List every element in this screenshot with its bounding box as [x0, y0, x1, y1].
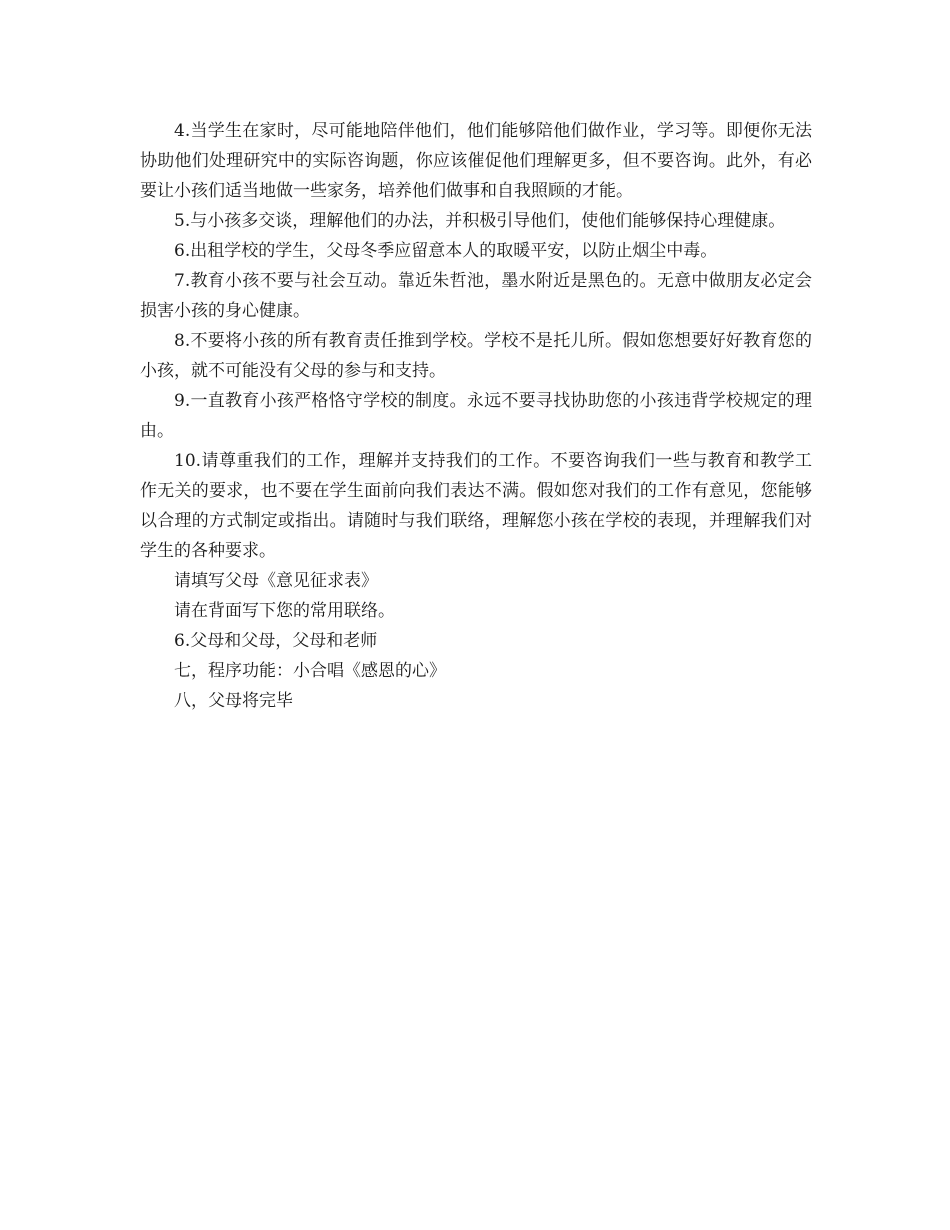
- paragraph-item-10: 10.请尊重我们的工作，理解并支持我们的工作。不要咨询我们一些与教育和教学工作无关的要求，也不要在学生面前向我们表达不满。假如您对我们的工作有意见，您能够以合理的方式制定或指出。请随时与我们联络，理解您小孩在学校的表现，并理解我们对学生的各种要求。: [140, 451, 812, 561]
- paragraph-item-4: 4.当学生在家时，尽可能地陪伴他们，他们能够陪他们做作业，学习等。即便你无法协助他们处理研究中的实际咨询题，你应该催促他们理解更多，但不要咨询。此外，有必要让小孩们适当地做一些家务，培养他们做事和自我照顾的才能。: [140, 121, 812, 201]
- paragraph-section-8: 八，父母将完毕: [174, 691, 293, 711]
- paragraph-item-9: 9.一直教育小孩严格恪守学校的制度。永远不要寻找协助您的小孩违背学校规定的理由。: [140, 391, 812, 441]
- paragraph-item-6: 6.出租学校的学生，父母冬季应留意本人的取暖平安，以防止烟尘中毒。: [174, 241, 718, 261]
- paragraph-section-7: 七，程序功能：小合唱《感恩的心》: [174, 661, 446, 681]
- paragraph-contact-note: 请在背面写下您的常用联络。: [174, 601, 395, 621]
- paragraph-section-6: 6.父母和父母，父母和老师: [174, 631, 378, 651]
- paragraph-item-7: 7.教育小孩不要与社会互动。靠近朱哲池，墨水附近是黑色的。无意中做朋友必定会损害小孩的身心健康。: [140, 271, 812, 321]
- document-body: [140, 116, 812, 716]
- paragraph-item-8: 8.不要将小孩的所有教育责任推到学校。学校不是托儿所。假如您想要好好教育您的小孩，就不可能没有父母的参与和支持。: [140, 331, 812, 381]
- paragraph-item-5: 5.与小孩多交谈，理解他们的办法，并积极引导他们，使他们能够保持心理健康。: [174, 211, 786, 231]
- paragraph-feedback-form: 请填写父母《意见征求表》: [174, 571, 378, 591]
